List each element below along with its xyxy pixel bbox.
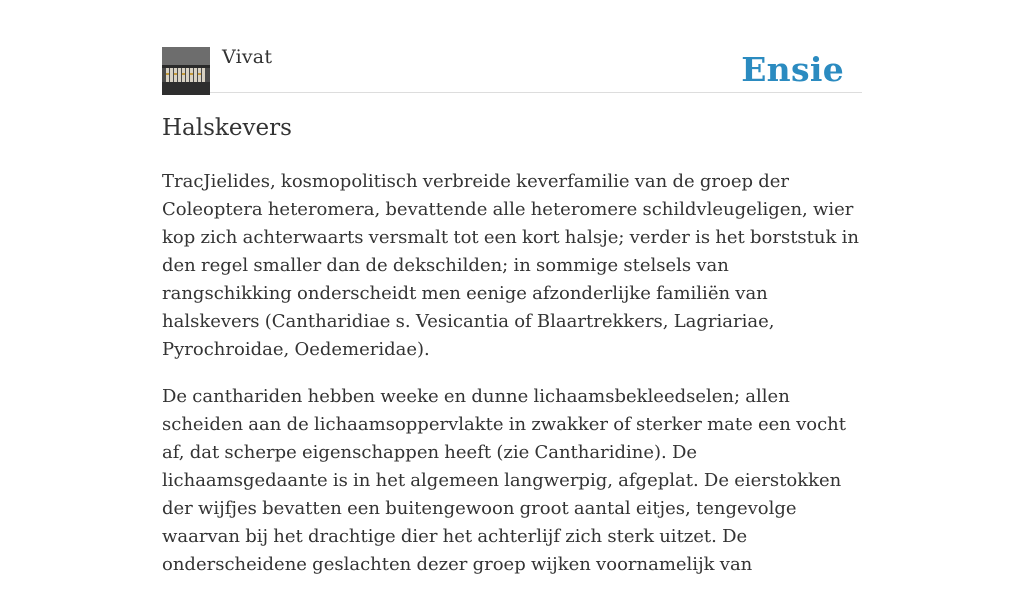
bookshelf-image [162, 47, 210, 95]
author-avatar[interactable] [162, 47, 210, 95]
article-title: Halskevers [162, 115, 292, 141]
article-paragraph: TracJielides, kosmopolitisch verbreide keverfamilie van de groep der Coleoptera heteromera, bevattende alle heteromere schildvleugeligen, wier kop zich achterwaarts versmalt tot een kort halsje; verder is het borststuk in den regel smaller dan de dekschilden; in sommige stelsels van rangschikking onderscheidt men eenige afzonderlijke familiën van halskevers (Cantharidiae s. Vesicantia of Blaartrekkers, Lagriariae, Pyrochroidae, Oedemeridae). [162, 171, 859, 360]
article-body [162, 168, 862, 598]
page-header [162, 0, 862, 93]
page-container [162, 0, 862, 575]
article-paragraph: De canthariden hebben weeke en dunne lichaamsbekleedselen; allen scheiden aan de lichaamsoppervlakte in zwakker of sterker mate een vocht af, dat scherpe eigenschappen heeft (zie Cantharidine). De lichaamsgedaante is in het algemeen langwerpig, afgeplat. De eierstokken der wijfjes bevatten een buitengewoon groot aantal eitjes, tengevolge waarvan bij het drachtige dier het achterlijf zich sterk uitzet. De onderscheidene geslachten dezer groep wijken voornamelijk van [162, 386, 847, 575]
brand-logo[interactable]: Ensie [741, 50, 844, 89]
author-name[interactable]: Vivat [222, 46, 273, 68]
